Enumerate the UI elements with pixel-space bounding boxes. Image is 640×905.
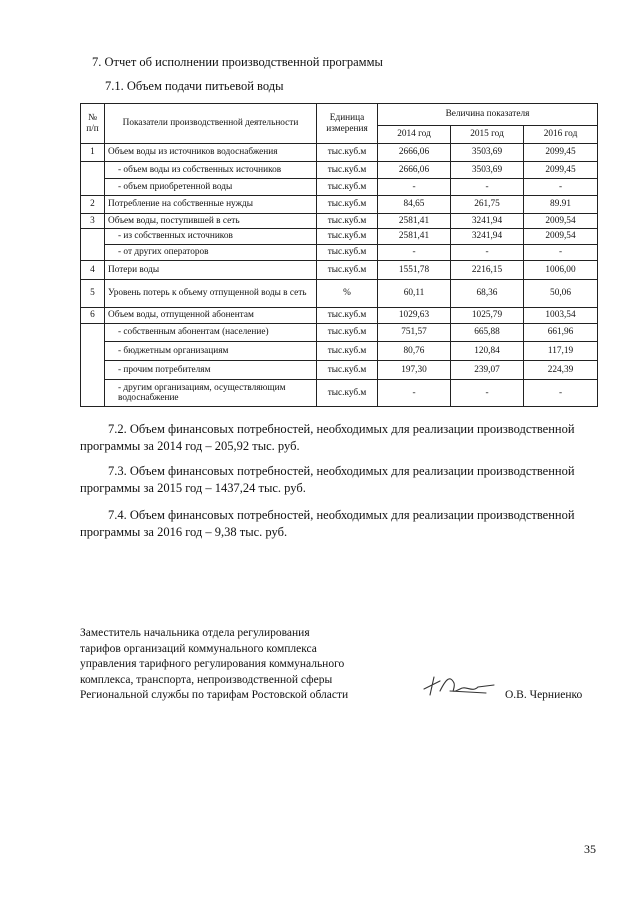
row-value-2015: 665,88 <box>451 324 524 342</box>
row-num: 2 <box>81 196 105 214</box>
row-num: 6 <box>81 308 105 324</box>
row-unit: тыс.куб.м <box>317 342 378 361</box>
row-unit: тыс.куб.м <box>317 261 378 280</box>
signatory-line: Заместитель начальника отдела регулирования <box>80 627 310 639</box>
row-num <box>81 229 105 261</box>
table-row <box>81 229 598 245</box>
page-number: 35 <box>584 842 596 856</box>
paragraph-7-3 <box>80 463 595 497</box>
paragraph-line: 7.2. Объем финансовых потребностей, необходимых для реализации производственной <box>108 422 575 436</box>
header-year-2014: 2014 год <box>378 126 451 144</box>
row-value-2016: 2009,54 <box>524 214 598 229</box>
row-value-2015: 3241,94 <box>451 214 524 229</box>
row-name: - собственным абонентам (население) <box>105 324 317 342</box>
row-unit: тыс.куб.м <box>317 196 378 214</box>
paragraph-line: программы за 2014 год – 205,92 тыс. руб. <box>80 439 300 453</box>
row-name: - из собственных источников <box>105 229 317 245</box>
row-value-2014: 1551,78 <box>378 261 451 280</box>
row-value-2014: - <box>378 245 451 261</box>
row-value-2014: 197,30 <box>378 361 451 380</box>
paragraph-line: 7.4. Объем финансовых потребностей, необходимых для реализации производственной <box>108 508 575 522</box>
paragraph-line: программы за 2016 год – 9,38 тыс. руб. <box>80 525 288 539</box>
signatory-title <box>80 626 348 704</box>
row-unit: тыс.куб.м <box>317 162 378 179</box>
row-value-2016: 224,39 <box>524 361 598 380</box>
row-name: - от других операторов <box>105 245 317 261</box>
table-row <box>81 261 598 280</box>
paragraph-7-2 <box>80 421 595 455</box>
table-row <box>81 280 598 308</box>
row-value-2015: - <box>451 380 524 407</box>
row-name: - объем приобретенной воды <box>105 179 317 196</box>
row-name: Объем воды из источников водоснабжения <box>105 144 317 162</box>
row-value-2015: 120,84 <box>451 342 524 361</box>
row-name: Объем воды, отпущенной абонентам <box>105 308 317 324</box>
row-name: Потребление на собственные нужды <box>105 196 317 214</box>
row-num <box>81 324 105 407</box>
header-year-2015: 2015 год <box>451 126 524 144</box>
table-row <box>81 214 598 229</box>
row-num: 3 <box>81 214 105 229</box>
row-num <box>81 162 105 196</box>
row-name: - другим организациям, осуществляющим водоснабжение <box>105 380 317 407</box>
row-unit: тыс.куб.м <box>317 380 378 407</box>
row-unit: тыс.куб.м <box>317 361 378 380</box>
water-supply-table <box>80 103 598 407</box>
row-name: - прочим потребителям <box>105 361 317 380</box>
row-num: 5 <box>81 280 105 308</box>
table-row <box>81 179 598 196</box>
signatory-line: управления тарифного регулирования коммунального <box>80 658 345 671</box>
header-num: № п/п <box>81 104 105 144</box>
header-indicator: Показатели производственной деятельности <box>105 104 317 144</box>
table-row <box>81 308 598 324</box>
row-value-2016: 2009,54 <box>524 229 598 245</box>
handwritten-signature <box>420 671 498 701</box>
table-row <box>81 144 598 162</box>
row-unit: тыс.куб.м <box>317 229 378 245</box>
table-row <box>81 342 598 361</box>
table-row <box>81 245 598 261</box>
row-unit: тыс.куб.м <box>317 245 378 261</box>
table-header-row <box>81 104 598 126</box>
table-row <box>81 380 598 407</box>
row-unit: тыс.куб.м <box>317 324 378 342</box>
row-unit: тыс.куб.м <box>317 179 378 196</box>
section-heading: 7. Отчет об исполнении производственной программы <box>92 55 383 69</box>
row-value-2014: 1029,63 <box>378 308 451 324</box>
row-value-2014: 60,11 <box>378 280 451 308</box>
subsection-heading: 7.1. Объем подачи питьевой воды <box>105 79 284 93</box>
row-value-2014: - <box>378 179 451 196</box>
row-value-2016: 2099,45 <box>524 162 598 179</box>
row-unit: тыс.куб.м <box>317 214 378 229</box>
signatory-line: Региональной службы по тарифам Ростовской области <box>80 689 349 702</box>
table-row <box>81 324 598 342</box>
row-value-2015: - <box>451 245 524 261</box>
row-value-2014: 2666,06 <box>378 144 451 162</box>
row-name: Объем воды, поступившей в сеть <box>105 214 317 229</box>
paragraph-line: 7.3. Объем финансовых потребностей, необходимых для реализации производственной <box>108 464 575 478</box>
row-num: 1 <box>81 144 105 162</box>
signatory-name: О.В. Черниенко <box>505 689 583 701</box>
paragraph-line: программы за 2015 год – 1437,24 тыс. руб. <box>80 481 306 495</box>
row-name: Потери воды <box>105 261 317 280</box>
row-value-2016: 50,06 <box>524 280 598 308</box>
row-value-2015: 1025,79 <box>451 308 524 324</box>
table-row <box>81 361 598 380</box>
row-value-2016: - <box>524 245 598 261</box>
row-value-2015: 261,75 <box>451 196 524 214</box>
row-value-2015: 2216,15 <box>451 261 524 280</box>
row-value-2014: 80,76 <box>378 342 451 361</box>
row-value-2016: 2099,45 <box>524 144 598 162</box>
row-value-2014: 751,57 <box>378 324 451 342</box>
row-name: - бюджетным организациям <box>105 342 317 361</box>
row-value-2014: 2666,06 <box>378 162 451 179</box>
header-year-2016: 2016 год <box>524 126 598 144</box>
table-row <box>81 162 598 179</box>
header-unit: Единица измерения <box>317 104 378 144</box>
row-value-2016: 117,19 <box>524 342 598 361</box>
row-name: Уровень потерь к объему отпущенной воды в сеть <box>105 280 317 308</box>
row-value-2015: 3503,69 <box>451 144 524 162</box>
row-value-2014: 2581,41 <box>378 229 451 245</box>
row-num: 4 <box>81 261 105 280</box>
row-unit: тыс.куб.м <box>317 144 378 162</box>
row-value-2016: 661,96 <box>524 324 598 342</box>
row-value-2016: 89.91 <box>524 196 598 214</box>
row-value-2014: 2581,41 <box>378 214 451 229</box>
paragraph-7-4 <box>80 507 595 541</box>
row-unit: % <box>317 280 378 308</box>
signatory-line: комплекса, транспорта, непроизводственной сферы <box>80 673 333 686</box>
signatory-line: тарифов организаций коммунального комплекса <box>80 642 317 655</box>
row-value-2016: 1006,00 <box>524 261 598 280</box>
row-value-2015: - <box>451 179 524 196</box>
table-row <box>81 196 598 214</box>
row-value-2016: - <box>524 380 598 407</box>
row-value-2015: 3503,69 <box>451 162 524 179</box>
row-value-2015: 239,07 <box>451 361 524 380</box>
row-value-2014: - <box>378 380 451 407</box>
row-value-2016: 1003,54 <box>524 308 598 324</box>
header-value: Величина показателя <box>378 104 598 126</box>
row-value-2015: 68,36 <box>451 280 524 308</box>
row-value-2016: - <box>524 179 598 196</box>
row-unit: тыс.куб.м <box>317 308 378 324</box>
row-name: - объем воды из собственных источников <box>105 162 317 179</box>
row-value-2014: 84,65 <box>378 196 451 214</box>
row-value-2015: 3241,94 <box>451 229 524 245</box>
